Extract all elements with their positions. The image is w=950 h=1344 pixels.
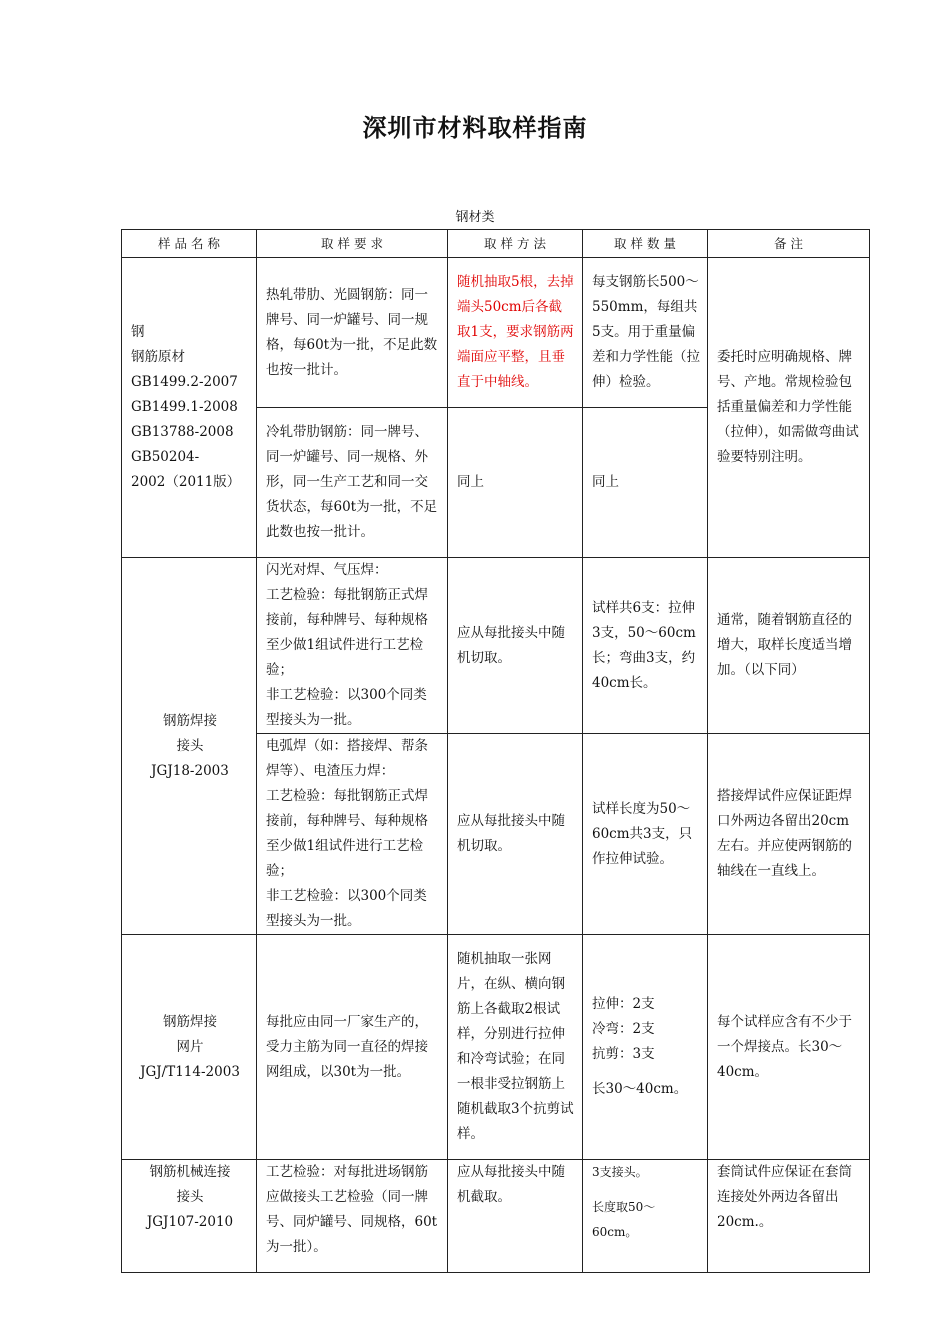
standard-code: 2002（2011版）: [131, 474, 241, 490]
method-cell: 应从每批接头中随机切取。: [448, 734, 583, 935]
sample-name-line: 接头: [176, 1189, 204, 1205]
requirement-line: 闪光对焊、气压焊：: [266, 562, 388, 578]
requirement-line: 工艺检验：每批钢筋正式焊接前，每种牌号、每种规格至少做1组试件进行工艺检验；: [266, 788, 428, 879]
standard-code: GB13788-2008: [131, 424, 234, 440]
requirement-line: 非工艺检验：以300个同类型接头为一批。: [266, 687, 427, 728]
sample-name-cell: [122, 1160, 257, 1273]
sample-name-line: 钢筋焊接: [163, 712, 217, 729]
requirement-line: 工艺检验：每批钢筋正式焊接前，每种牌号、每种规格至少做1组试件进行工艺检验；: [266, 587, 428, 678]
standard-code: JGJ/T114-2003: [140, 1063, 240, 1080]
quantity-line: 3支接头。: [592, 1165, 648, 1179]
quantity-line: 拉伸：2支: [592, 996, 655, 1012]
sample-name-cell: [122, 258, 257, 558]
method-cell: 应从每批接头中随机截取。: [448, 1160, 583, 1273]
method-cell: 应从每批接头中随机切取。: [448, 558, 583, 734]
requirement-cell: 热轧带肋、光圆钢筋：同一牌号、同一炉罐号、同一规格，每60t为一批，不足此数也按一批计。: [257, 258, 448, 408]
header-sample-name: 样 品 名 称: [122, 230, 257, 258]
header-requirement: 取 样 要 求: [257, 230, 448, 258]
method-cell: 随机抽取一张网片，在纵、横向钢筋上各截取2根试样，分别进行拉伸和冷弯试验；在同一根非受拉钢筋上随机截取3个抗剪试样。: [448, 935, 583, 1160]
remark-cell: 通常，随着钢筋直径的增大，取样长度适当增加。（以下同）: [708, 558, 870, 734]
table-row: [122, 1160, 870, 1273]
table-row: [122, 935, 870, 1160]
remark-cell: 套筒试件应保证在套筒连接处外两边各留出20cm.。: [708, 1160, 870, 1273]
quantity-line: 冷弯：2支: [592, 1021, 655, 1037]
requirement-cell: 冷轧带肋钢筋：同一牌号、同一炉罐号、同一规格、外形，同一生产工艺和同一交货状态，每60t为一批，不足此数也按一批计。: [257, 408, 448, 558]
sample-name-line: 网片: [176, 1038, 204, 1055]
requirement-cell: 工艺检验：对每批进场钢筋应做接头工艺检验（同一牌号、同炉罐号、同规格，60t为一批）。: [257, 1160, 448, 1273]
method-cell: 随机抽取5根，去掉端头50cm后各截取1支，要求钢筋两端面应平整，且垂直于中轴线。: [448, 258, 583, 408]
standard-code: JGJ107-2010: [146, 1214, 234, 1230]
standard-code: GB50204-: [131, 449, 200, 465]
table-row: [122, 558, 870, 734]
remark-cell: 每个试样应含有不少于一个焊接点。长30～40cm。: [708, 935, 870, 1160]
remark-cell: 搭接焊试件应保证距焊口外两边各留出20cm左右。并应使两钢筋的轴线在一直线上。: [708, 734, 870, 935]
quantity-cell: 试样共6支：拉伸3支，50～60cm长；弯曲3支，约40cm长。: [583, 558, 708, 734]
table-row: [122, 258, 870, 408]
sample-name-line: 钢筋原材: [131, 349, 185, 365]
quantity-line: 长度取50～60cm。: [592, 1200, 656, 1239]
method-cell: 同上: [448, 408, 583, 558]
sample-name-line: 钢: [131, 324, 145, 340]
requirement-line: 非工艺检验：以300个同类型接头为一批。: [266, 888, 427, 929]
header-quantity: 取 样 数 量: [583, 230, 708, 258]
standard-code: JGJ18-2003: [151, 762, 229, 779]
quantity-cell: [583, 1160, 708, 1273]
sampling-table: [121, 229, 870, 1273]
sample-name-line: 钢筋机械连接: [149, 1164, 231, 1180]
requirement-cell: 每批应由同一厂家生产的，受力主筋为同一直径的焊接网组成，以30t为一批。: [257, 935, 448, 1160]
quantity-cell: [583, 935, 708, 1160]
page-title: 深圳市材料取样指南: [362, 114, 588, 142]
standard-code: GB1499.1-2008: [131, 399, 238, 415]
quantity-cell: 同上: [583, 408, 708, 558]
sample-name-line: 钢筋焊接: [163, 1013, 217, 1030]
requirement-cell: [257, 734, 448, 935]
requirement-cell: [257, 558, 448, 734]
remark-cell: 委托时应明确规格、牌号、产地。常规检验包括重量偏差和力学性能（拉伸），如需做弯曲试验要特别注明。: [708, 258, 870, 558]
quantity-cell: 每支钢筋长500～550mm，每组共5支。用于重量偏差和力学性能（拉伸）检验。: [583, 258, 708, 408]
quantity-line: 长30～40cm。: [592, 1081, 688, 1097]
sample-name-cell: [122, 558, 257, 935]
standard-code: GB1499.2-2007: [131, 374, 238, 390]
sample-name-cell: [122, 935, 257, 1160]
header-remark: 备 注: [708, 230, 870, 258]
section-title: 钢材类: [455, 210, 495, 225]
table-header-row: [122, 230, 870, 258]
requirement-line: 电弧焊（如：搭接焊、帮条焊等）、电渣压力焊：: [266, 738, 428, 779]
header-method: 取 样 方 法: [448, 230, 583, 258]
sample-name-line: 接头: [176, 737, 204, 754]
quantity-line: 抗剪：3支: [592, 1046, 655, 1062]
quantity-cell: 试样长度为50～60cm共3支，只作拉伸试验。: [583, 734, 708, 935]
